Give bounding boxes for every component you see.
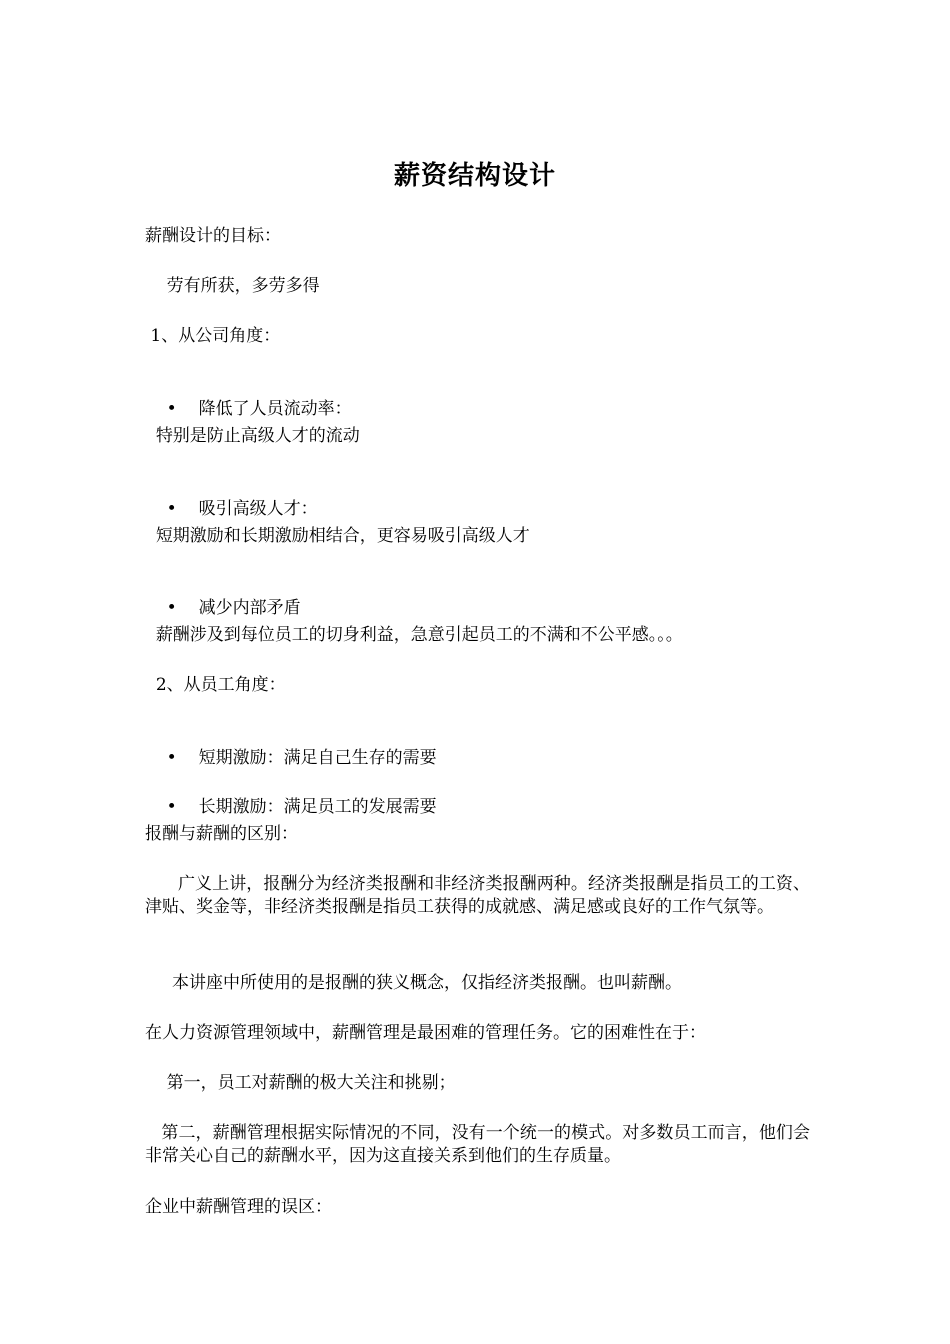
bullet-label: 降低了人员流动率： <box>198 399 352 419</box>
bullet-icon: • <box>166 797 177 817</box>
bullet-label: 减少内部矛盾 <box>198 598 301 618</box>
bullet-label: 短期激励：满足自己生存的需要 <box>198 748 437 768</box>
employee-heading: 2、从员工角度： <box>145 675 286 695</box>
difference-heading: 报酬与薪酬的区别： <box>145 824 298 844</box>
difference-paragraph: 广义上讲，报酬分为经济类报酬和非经济类报酬两种。经济类报酬是指员工的工资、津贴、奖金等，非经济类报酬是指员工获得的成就感、满足感或良好的工作气氛等。 <box>145 874 810 917</box>
bullet-icon: • <box>166 399 177 419</box>
mistakes-heading: 企业中薪酬管理的误区： <box>145 1197 332 1217</box>
bullet-detail-reduce-turnover: 特别是防止高级人才的流动 <box>145 426 360 446</box>
bullet-detail-reduce-conflict: 薪酬涉及到每位员工的切身利益，急意引起员工的不满和不公平感。。。 <box>145 625 683 645</box>
bullet-label: 长期激励：满足员工的发展需要 <box>198 797 437 817</box>
document-title: 薪资结构设计 <box>393 161 556 191</box>
hr-difficulty-paragraph: 在人力资源管理领域中，薪酬管理是最困难的管理任务。它的困难性在于： <box>145 1023 706 1043</box>
goal-text: 劳有所获，多劳多得 <box>145 276 320 296</box>
narrow-concept-paragraph: 本讲座中所使用的是报酬的狭义概念，仅指经济类报酬。也叫薪酬。 <box>145 973 683 993</box>
bullet-detail-attract-talent: 短期激励和长期激励相结合，更容易吸引高级人才 <box>145 526 530 546</box>
second-reason-paragraph: 第二，薪酬管理根据实际情况的不同，没有一个统一的模式。对多数员工而言，他们会非常关心自己的薪酬水平，因为这直接关系到他们的生存质量。 <box>145 1123 810 1166</box>
company-heading: 1、从公司角度： <box>145 326 281 346</box>
goal-heading: 薪酬设计的目标： <box>145 226 281 246</box>
first-reason-paragraph: 第一，员工对薪酬的极大关注和挑剔； <box>145 1073 456 1093</box>
bullet-label: 吸引高级人才： <box>198 499 318 519</box>
bullet-icon: • <box>166 499 177 519</box>
bullet-icon: • <box>166 748 177 768</box>
bullet-icon: • <box>166 598 177 618</box>
